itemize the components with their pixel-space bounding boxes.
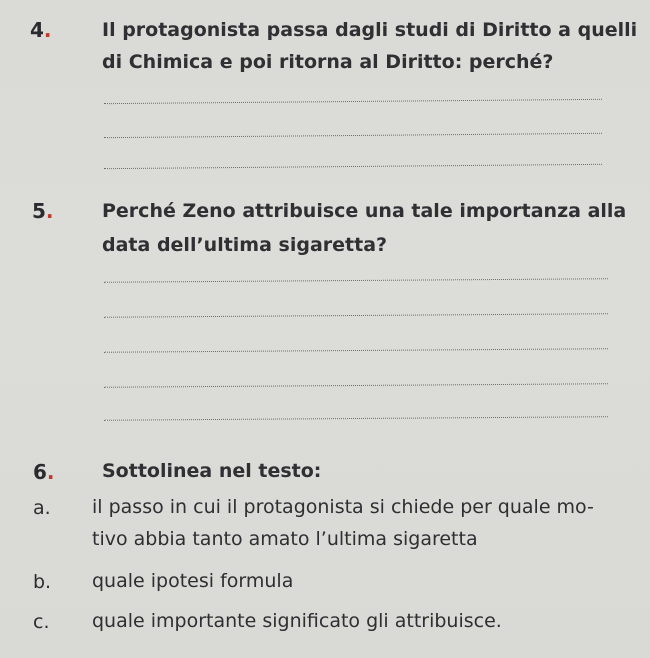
question-6-number-text: 6 (33, 460, 47, 484)
sub-item-c-line-1: quale importante significato gli attribuisce. (92, 610, 502, 632)
question-6-line-1: Sottolinea nel testo: (102, 460, 322, 482)
question-5-number: 5. (32, 199, 54, 223)
question-4-line-1: Il protagonista passa dagli studi di Diritto a quelli (102, 19, 638, 41)
sub-item-a-line-1: il passo in cui il protagonista si chiede per quale mo- (92, 496, 594, 518)
answer-line-q5-2[interactable] (104, 313, 608, 318)
sub-item-c-letter: c. (33, 611, 50, 633)
question-6-number: 6. (33, 460, 55, 484)
sub-item-b-line-1: quale ipotesi formula (92, 570, 294, 592)
answer-line-q5-3[interactable] (104, 348, 608, 353)
question-4-number-text: 4 (30, 18, 44, 42)
sub-item-a-line-2: tivo abbia tanto amato l’ultima sigaretta (92, 528, 478, 550)
question-5-line-2: data dell’ultima sigaretta? (102, 234, 388, 256)
answer-line-q4-2[interactable] (104, 133, 602, 138)
question-5-line-1: Perché Zeno attribuisce una tale importanza alla (102, 200, 627, 222)
question-4-line-2: di Chimica e poi ritorna al Diritto: perché? (102, 51, 554, 73)
answer-line-q4-3[interactable] (104, 164, 602, 169)
answer-line-q5-4[interactable] (104, 383, 608, 388)
answer-line-q4-1[interactable] (104, 99, 602, 104)
question-5-number-text: 5 (32, 199, 46, 223)
sub-item-a-letter: a. (33, 497, 51, 519)
answer-line-q5-1[interactable] (104, 278, 608, 283)
question-4-number: 4. (30, 18, 52, 42)
sub-item-b-letter: b. (33, 571, 52, 593)
answer-line-q5-5[interactable] (104, 416, 608, 421)
